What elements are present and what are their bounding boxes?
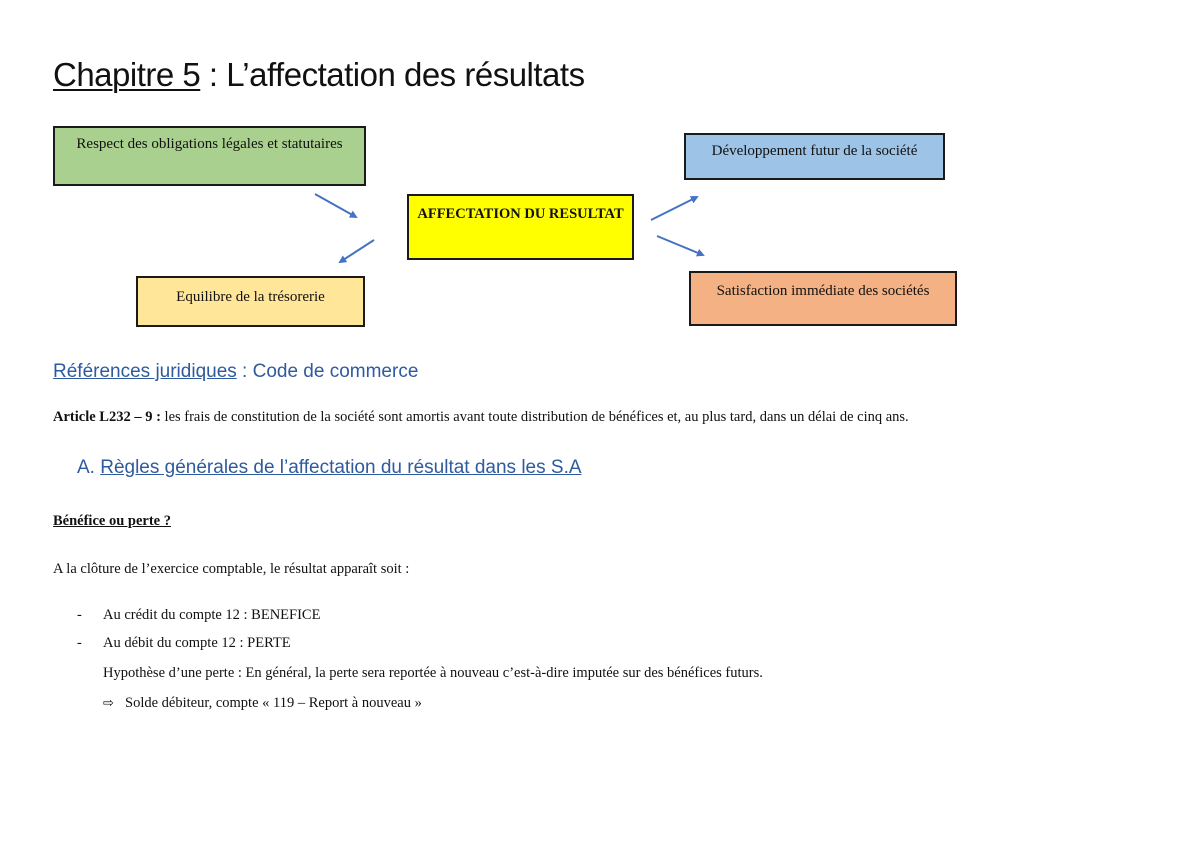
arrow-affectation-to-tresorerie: [340, 240, 374, 262]
hypothese-paragraph: Hypothèse d’une perte : En général, la perte sera reportée à nouveau c’est-à-dire imputée sur des bénéfices futurs.: [103, 665, 763, 681]
page-title: [53, 56, 585, 94]
section-a-heading: [77, 457, 582, 479]
chapter-label: Chapitre 5: [53, 56, 201, 93]
list-dash: -: [77, 635, 82, 651]
section-a-title: Règles générales de l’affectation du résultat dans les S.A: [100, 457, 582, 478]
solde-text: Solde débiteur, compte « 119 – Report à nouveau »: [125, 695, 422, 711]
subheading-benefice-perte: Bénéfice ou perte ?: [53, 513, 171, 529]
references-text: : Code de commerce: [236, 361, 419, 382]
box-obligations: Respect des obligations légales et statutaires: [53, 126, 366, 186]
arrow-affectation-to-satisfaction: [657, 236, 703, 255]
intro-paragraph: A la clôture de l’exercice comptable, le résultat apparaît soit :: [53, 561, 410, 577]
list-dash: -: [77, 607, 82, 623]
article-label: Article L232 – 9 :: [53, 409, 161, 425]
right-arrow-icon: ⇨: [103, 696, 114, 711]
arrow-obligations-to-affectation: [315, 194, 356, 217]
list-item-text: Au crédit du compte 12 : BENEFICE: [103, 607, 321, 623]
article-paragraph: [53, 409, 909, 426]
box-developpement: Développement futur de la société: [684, 133, 945, 180]
article-text: les frais de constitution de la société sont amortis avant toute distribution de bénéfices et, au plus tard, dans un délai de cinq ans.: [160, 409, 909, 425]
solde-line: [103, 695, 422, 712]
references-label: Références juridiques: [53, 361, 237, 382]
references-heading: [53, 361, 418, 383]
box-satisfaction: Satisfaction immédiate des sociétés: [689, 271, 957, 326]
box-tresorerie: Equilibre de la trésorerie: [136, 276, 365, 327]
section-a-letter: A.: [77, 457, 101, 478]
chapter-title: : L’affectation des résultats: [200, 56, 585, 93]
list-item-text: Au débit du compte 12 : PERTE: [103, 635, 291, 651]
box-affectation: AFFECTATION DU RESULTAT: [407, 194, 634, 260]
arrow-affectation-to-developpement: [651, 197, 697, 220]
